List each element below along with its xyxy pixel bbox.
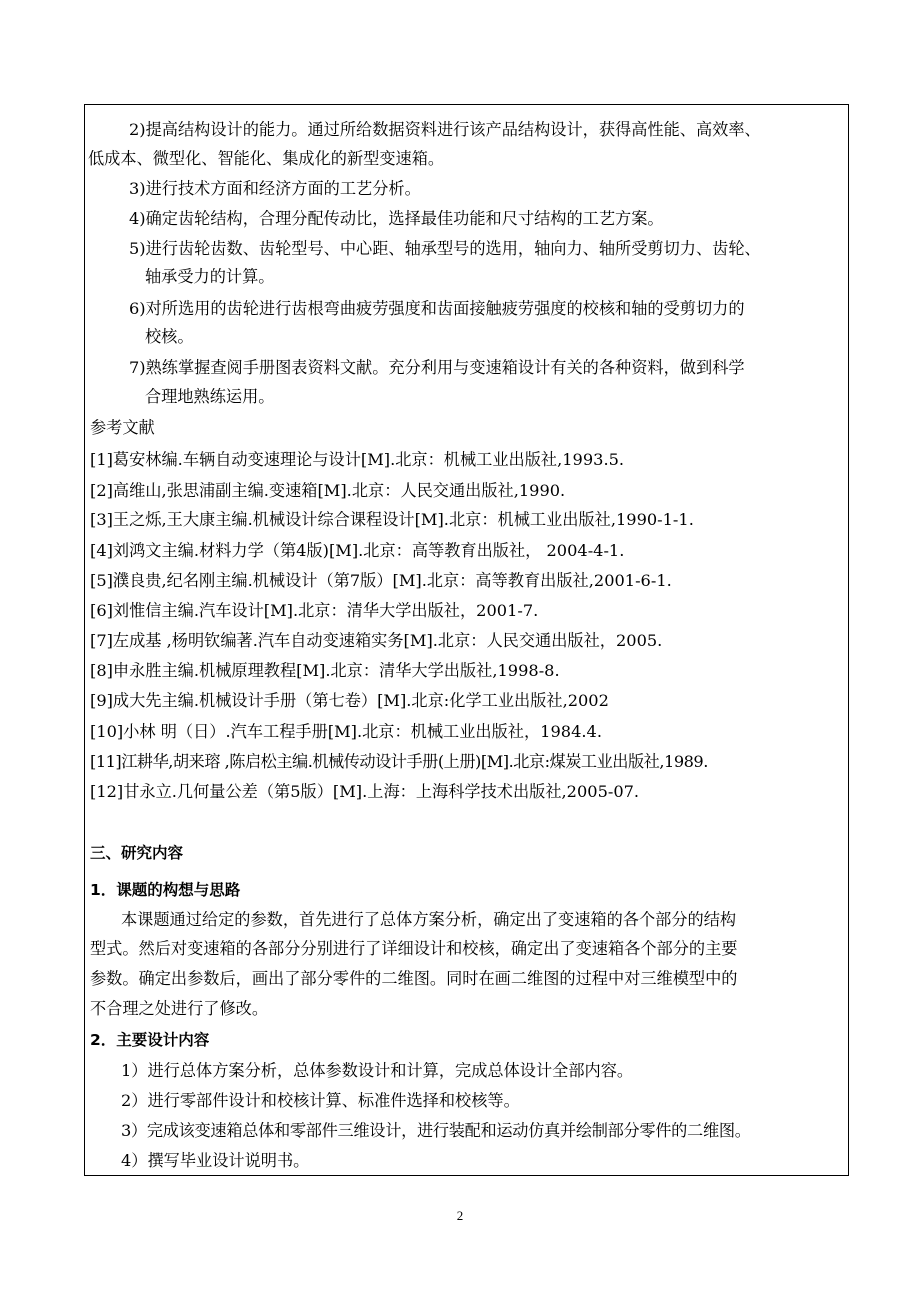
reference-item: [5]濮良贵,纪名刚主编.机械设计（第7版）[M].北京：高等教育出版社,2001-6-1. [90,571,672,590]
reference-item: [3]王之烁,王大康主编.机械设计综合课程设计[M].北京：机械工业出版社,1990-1-1. [90,510,694,529]
reference-item: [1]葛安林编.车辆自动变速理论与设计[M].北京：机械工业出版社,1993.5. [90,450,625,469]
objective-line: 合理地熟练运用。 [145,387,275,406]
design-item: 4）撰写毕业设计说明书。 [121,1151,310,1170]
subsection-title: 1．课题的构想与思路 [90,881,241,899]
content-table-cell [84,104,849,1176]
reference-item: [8]申永胜主编.机械原理教程[M].北京：清华大学出版社,1998-8. [90,661,560,680]
section-title: 三、研究内容 [90,844,184,862]
design-item: 1）进行总体方案分析，总体参数设计和计算，完成总体设计全部内容。 [121,1061,634,1080]
paragraph-line: 不合理之处进行了修改。 [90,999,269,1018]
objective-line: 2)提高结构设计的能力。通过所给数据资料进行该产品结构设计，获得高性能、高效率、 [129,120,761,139]
page-number: 2 [456,1208,464,1223]
reference-item: [2]高维山,张思浦副主编.变速箱[M].北京：人民交通出版社,1990. [90,481,566,500]
reference-item: [9]成大先主编.机械设计手册（第七卷）[M].北京:化学工业出版社,2002 [90,691,609,710]
objective-line: 7)熟练掌握查阅手册图表资料文献。充分利用与变速箱设计有关的各种资料，做到科学 [129,358,745,377]
objective-line: 5)进行齿轮齿数、齿轮型号、中心距、轴承型号的选用，轴向力、轴所受剪切力、齿轮、 [129,239,761,258]
references-heading: 参考文献 [90,418,155,437]
objective-line: 轴承受力的计算。 [145,267,275,286]
objective-line: 3)进行技术方面和经济方面的工艺分析。 [129,179,421,198]
reference-item: [12]甘永立.几何量公差（第5版）[M].上海：上海科学技术出版社,2005-07. [90,782,640,801]
objective-line: 4)确定齿轮结构，合理分配传动比，选择最佳功能和尺寸结构的工艺方案。 [129,209,664,228]
reference-item: [4]刘鸿文主编.材料力学（第4版)[M].北京：高等教育出版社， 2004-4-1. [90,541,625,560]
objective-line: 低成本、微型化、智能化、集成化的新型变速箱。 [88,149,445,168]
paragraph-line: 本课题通过给定的参数，首先进行了总体方案分析，确定出了变速箱的各个部分的结构 [121,910,737,929]
design-item: 3）完成该变速箱总体和零部件三维设计，进行装配和运动仿真并绘制部分零件的二维图。 [121,1121,751,1140]
objective-line: 6)对所选用的齿轮进行齿根弯曲疲劳强度和齿面接触疲劳强度的校核和轴的受剪切力的 [129,299,745,318]
reference-item: [10]小林 明（日）.汽车工程手册[M].北京：机械工业出版社，1984.4. [90,722,602,741]
reference-item: [11]江耕华,胡来瑢 ,陈启松主编.机械传动设计手册(上册)[M].北京:煤炭工业出版社,1989. [90,752,708,771]
objective-line: 校核。 [145,327,194,346]
subsection-title: 2．主要设计内容 [90,1031,210,1049]
paragraph-line: 参数。确定出参数后，画出了部分零件的二维图。同时在画二维图的过程中对三维模型中的 [90,969,738,988]
reference-item: [7]左成基 ,杨明钦编著.汽车自动变速箱实务[M].北京：人民交通出版社，2005. [90,631,663,650]
reference-item: [6]刘惟信主编.汽车设计[M].北京：清华大学出版社，2001-7. [90,601,539,620]
paragraph-line: 型式。然后对变速箱的各部分分别进行了详细设计和校核，确定出了变速箱各个部分的主要 [90,939,738,958]
design-item: 2）进行零部件设计和校核计算、标准件选择和校核等。 [121,1091,520,1110]
